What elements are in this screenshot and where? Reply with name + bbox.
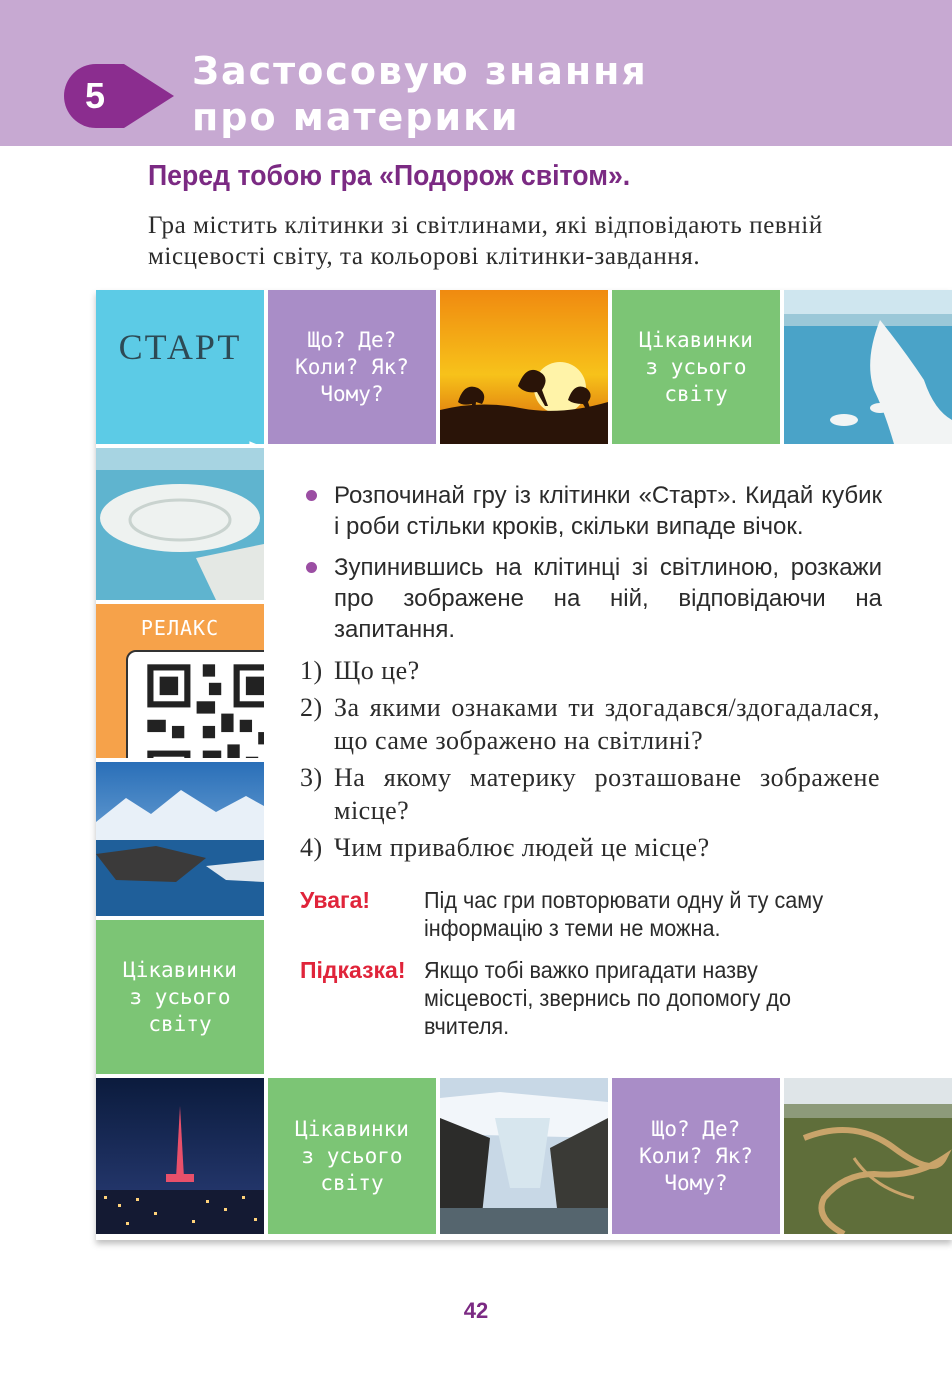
card-facts-text: Цікавинки з усього світу	[123, 957, 237, 1036]
question-item: 2) За якими ознаками ти здогадався/здогадалася, що саме зображено на світлині?	[300, 693, 880, 755]
intro-paragraph	[148, 210, 888, 272]
photo-night-city	[96, 1078, 264, 1234]
card-what-where-text: Що? Де? Коли? Як? Чому?	[295, 327, 409, 406]
questions-list	[300, 654, 880, 868]
card-facts-top	[612, 290, 780, 444]
photo-salt-lake	[96, 448, 264, 600]
qr-code-icon[interactable]	[126, 650, 264, 758]
arrow-right-icon	[114, 378, 264, 444]
lesson-title-line1: Застосовую знання	[192, 49, 648, 93]
card-facts-text: Цікавинки з усього світу	[639, 327, 753, 406]
section-subtitle: Перед тобою гра «Подорож світом».	[148, 160, 631, 192]
relax-cell	[96, 604, 264, 758]
lesson-title-line2: про материки	[192, 95, 520, 139]
start-label: СТАРТ	[118, 327, 242, 367]
question-item: 4) Чим приваблює людей це місце?	[300, 833, 710, 862]
lesson-number: 5	[84, 75, 106, 116]
hint-label: Підказка!	[300, 957, 406, 983]
bullet-icon	[306, 562, 317, 573]
question-item: 1) Що це?	[300, 656, 420, 685]
card-facts-text: Цікавинки з усього світу	[295, 1116, 409, 1195]
photo-river-delta	[784, 1078, 952, 1234]
card-facts-bottom	[268, 1078, 436, 1234]
intro-line-2: місцевості світу, та кольорові клітинки-завдання.	[148, 243, 701, 270]
photo-glacier-lake	[96, 762, 264, 916]
attention-label: Увага!	[300, 887, 371, 913]
photo-salt-sea	[784, 290, 952, 444]
rule-item: Зупинившись на клітинці зі світлиною, розкажи про зображене на ній, відповідаючи на запитання.	[302, 552, 882, 645]
attention-text: Під час гри повторювати одну й ту саму інформацію з теми не можна.	[424, 887, 824, 941]
card-facts-left	[96, 920, 264, 1074]
relax-label: РЕЛАКС	[140, 616, 220, 640]
photo-glacier-valley	[440, 1078, 608, 1234]
lesson-title	[192, 48, 648, 140]
rules-list	[302, 480, 882, 655]
photo-kangaroos-sunset	[440, 290, 608, 444]
question-item: 3) На якому материку розташоване зображене місце?	[300, 763, 880, 825]
rule-item: Розпочинай гру із клітинки «Старт». Кидай кубик і роби стільки кроків, скільки випаде вічок.	[302, 480, 882, 542]
start-cell	[96, 290, 264, 444]
bullet-icon	[306, 490, 317, 501]
card-what-where-top	[268, 290, 436, 444]
page-number: 42	[463, 1298, 489, 1323]
card-what-where-text: Що? Де? Коли? Як? Чому?	[639, 1116, 753, 1195]
card-what-where-bottom	[612, 1078, 780, 1234]
intro-line-1: Гра містить клітинки зі світлинами, які відповідають певній	[148, 212, 823, 239]
hint-text: Якщо тобі важко пригадати назву місцевості, звернись по допомогу до вчителя.	[424, 957, 792, 1039]
